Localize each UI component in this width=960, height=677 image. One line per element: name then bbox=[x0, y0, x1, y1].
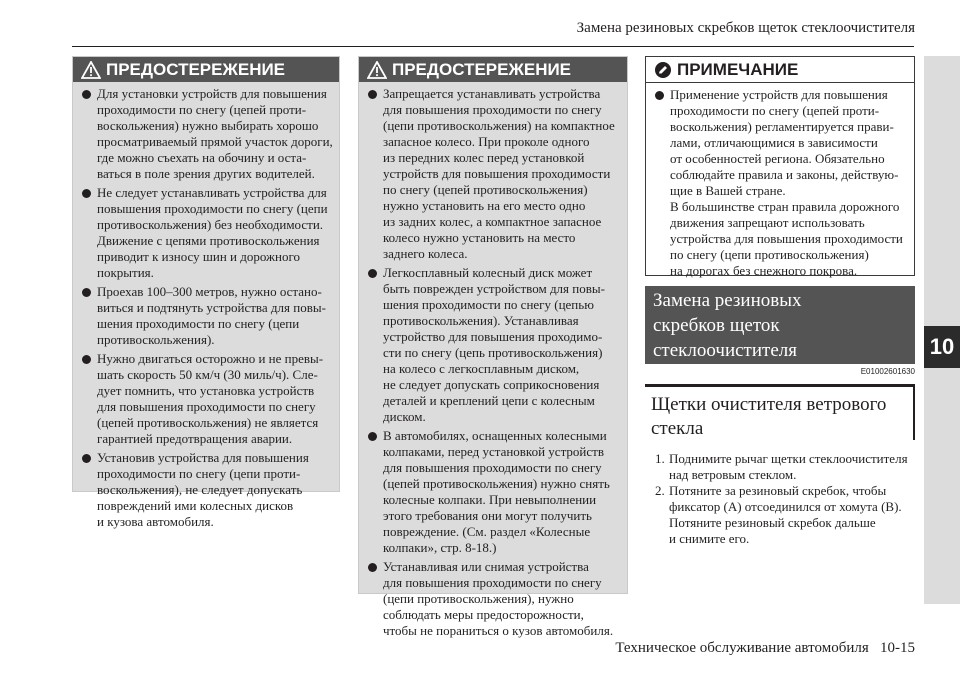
warning-item bbox=[367, 265, 621, 425]
header-divider bbox=[72, 46, 914, 47]
bullet-icon bbox=[82, 355, 91, 364]
warning-header-middle bbox=[359, 57, 627, 82]
warning-item bbox=[367, 428, 621, 556]
warning-list-left bbox=[73, 82, 339, 530]
warning-panel-middle bbox=[358, 56, 628, 638]
note-item bbox=[654, 87, 908, 279]
warning-item bbox=[367, 86, 621, 262]
subsection-title: Щетки очистителя ветрового стекла bbox=[645, 384, 915, 440]
warning-triangle-icon bbox=[367, 61, 387, 79]
warning-item-text: Нужно двигаться осторожно и не превы- шать скорость 50 км/ч (30 миль/ч). Сле- дует помнить, что установка устройств для повышения проходимости по снегу (цепей противоскольжения) не является гарантией предотвращения аварии. bbox=[97, 351, 324, 446]
warning-item bbox=[81, 450, 333, 530]
bullet-icon bbox=[82, 189, 91, 198]
bullet-icon bbox=[368, 563, 377, 572]
warning-item bbox=[81, 185, 333, 281]
warning-header-left bbox=[73, 57, 339, 82]
warning-title-left: ПРЕДОСТЕРЕЖЕНИЕ bbox=[106, 59, 286, 79]
bullet-icon bbox=[368, 269, 377, 278]
step-text: Потяните за резиновый скребок, чтобы фиксатор (A) отсоединился от хомута (B). Потяните резиновый скребок дальше и снимите его. bbox=[669, 483, 902, 546]
warning-list-middle bbox=[359, 82, 627, 639]
note-title: ПРИМЕЧАНИЕ bbox=[677, 59, 799, 79]
warning-triangle-icon bbox=[81, 61, 101, 79]
warning-item-text: Легкосплавный колесный диск может быть поврежден устройством для повы- шения проходимости по снегу (цепью противоскольжения). Устанавливая устройство для повышения проходимо- сти по снегу (цепь противоскольжения) на колесо с легкосплавным диском, не следует допускать соприкосновения деталей и креплений цепи с колесным диском. bbox=[383, 265, 605, 424]
bullet-icon bbox=[82, 90, 91, 99]
warning-item-text: Установив устройства для повышения проходимости по снегу (цепи проти- воскольжения), не следует допускать повреждений ими колесных дисков и кузова автомобиля. bbox=[97, 450, 309, 529]
bullet-icon bbox=[655, 91, 664, 100]
bullet-icon bbox=[368, 432, 377, 441]
warning-item bbox=[367, 559, 621, 639]
note-item-text: Применение устройств для повышения проходимости по снегу (цепей проти- воскольжения) регламентируется прави- лами, отличающимися в зависимости от особенностей региона. Обязательно соблюдайте правила и законы, действую- щие в Вашей стране. В большинстве стран правила дорожного движения запрещают использовать устройства для повышения проходимости по снегу (цепи противоскольжения) на дорогах без снежного покрова. bbox=[670, 87, 903, 278]
chapter-tab: 10 bbox=[924, 326, 960, 368]
warning-item bbox=[81, 351, 333, 447]
warning-item-text: В автомобилях, оснащенных колесными колпаками, перед установкой устройств для повышения проходимости по снегу (цепей противоскольжения) нужно снять колесные колпаки. При невыполнении этого требования они могут получить повреждение. (См. раздел «Колесные колпаки», стр. 8-18.) bbox=[383, 428, 610, 555]
warning-panel-left bbox=[72, 56, 340, 529]
page-header-title: Замена резиновых скребков щеток стеклоочистителя bbox=[576, 20, 915, 36]
warning-item-text: Для установки устройств для повышения проходимости по снегу (цепей проти- воскольжения) нужно выбирать хорошо просматриваемый прямой участок дороги, где можно съехать на обочину и оста- ваться в поле зрения других водителей. bbox=[97, 86, 333, 181]
warning-title-middle: ПРЕДОСТЕРЕЖЕНИЕ bbox=[392, 59, 572, 79]
section-title: Замена резиновых скребков щеток стеклоочистителя bbox=[645, 286, 915, 364]
note-list bbox=[646, 83, 914, 279]
section-code: E01002601630 bbox=[860, 367, 915, 376]
step-number: 1. bbox=[655, 451, 665, 466]
page-footer: Техническое обслуживание автомобиля 10-15 bbox=[615, 640, 915, 656]
bullet-icon bbox=[82, 288, 91, 297]
note-header bbox=[646, 57, 914, 83]
step-number: 2. bbox=[655, 483, 665, 498]
steps-list bbox=[655, 451, 915, 547]
step-item bbox=[655, 451, 915, 483]
warning-item bbox=[81, 284, 333, 348]
warning-item-text: Не следует устанавливать устройства для повышения проходимости по снегу (цепи противоскольжения) без необходимости. Движение с цепями противоскольжения приводит к износу шин и дорожного покрытия. bbox=[97, 185, 328, 280]
note-panel bbox=[645, 56, 915, 276]
warning-item bbox=[81, 86, 333, 182]
step-item bbox=[655, 483, 915, 547]
step-text: Поднимите рычаг щетки стеклоочистителя над ветровым стеклом. bbox=[669, 451, 908, 482]
bullet-icon bbox=[368, 90, 377, 99]
warning-item-text: Устанавливая или снимая устройства для повышения проходимости по снегу (цепи противоскольжения), нужно соблюдать меры предосторожности, чтобы не пораниться о кузов автомобиля. bbox=[383, 559, 614, 638]
note-pencil-icon bbox=[654, 61, 672, 79]
bullet-icon bbox=[82, 454, 91, 463]
warning-item-text: Проехав 100–300 метров, нужно остано- виться и подтянуть устройства для повы- шения проходимости по снегу (цепи противоскольжения). bbox=[97, 284, 326, 347]
warning-item-text: Запрещается устанавливать устройства для повышения проходимости по снегу (цепи противоскольжения) на компактное запасное колесо. При проколе одного из передних колес перед установкой устройств для повышения проходимости по снегу (цепей противоскольжения) нужно установить на его место одно из задних колес, а компактное запасное колесо нужно установить на место заднего колеса. bbox=[383, 86, 615, 261]
